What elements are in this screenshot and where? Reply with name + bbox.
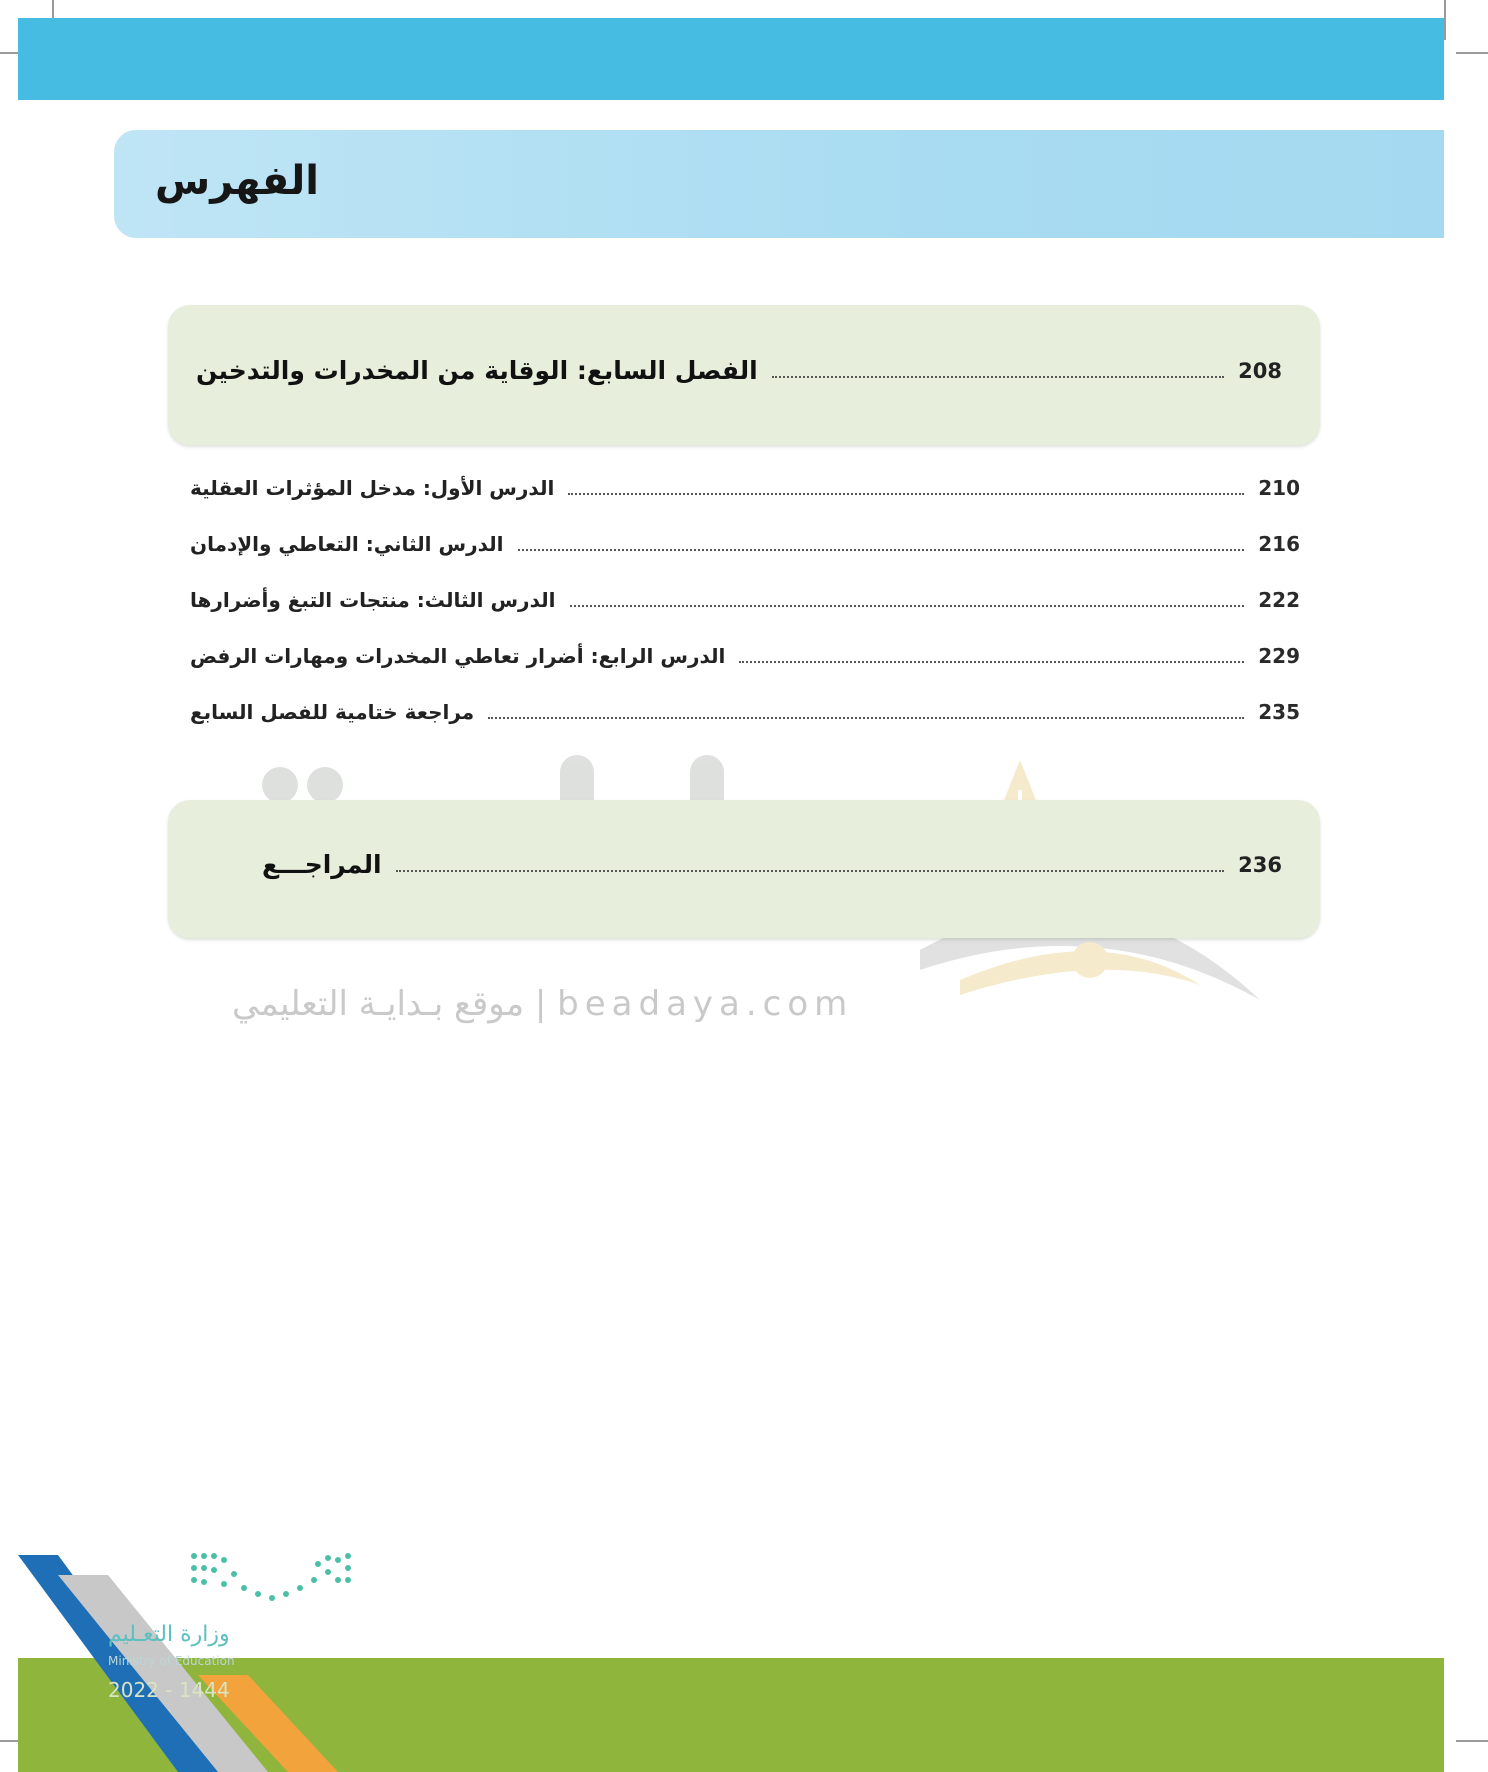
dot-leader	[488, 717, 1244, 719]
ministry-english: Ministry of Education	[108, 1654, 235, 1668]
dot-leader	[518, 549, 1245, 551]
dot-leader	[772, 376, 1224, 378]
dot-leader	[568, 493, 1244, 495]
toc-lesson-entry[interactable]	[190, 644, 1300, 668]
lesson-page-number: 222	[1258, 588, 1300, 612]
toc-lesson-entry[interactable]	[190, 532, 1300, 556]
references-page-number: 236	[1238, 852, 1282, 877]
lesson-title: الدرس الأول: مدخل المؤثرات العقلية	[190, 476, 555, 500]
lesson-page-number: 229	[1258, 644, 1300, 668]
toc-lesson-entry[interactable]	[190, 700, 1300, 724]
toc-chapter-entry[interactable]	[196, 356, 1282, 385]
watermark-caption: موقع بـدايـة التعليمي | beadaya.com	[232, 984, 854, 1024]
lesson-title: الدرس الثاني: التعاطي والإدمان	[190, 532, 504, 556]
page-title: الفهرس	[155, 158, 320, 204]
ministry-name: وزارة التعـليم	[108, 1622, 230, 1647]
dot-leader	[739, 661, 1244, 663]
chapter-page-number: 208	[1238, 358, 1282, 383]
lesson-page-number: 235	[1258, 700, 1300, 724]
lesson-page-number: 216	[1258, 532, 1300, 556]
chapter-title: الفصل السابع: الوقاية من المخدرات والتدخين	[196, 356, 758, 385]
ministry-logo-icon	[188, 1550, 358, 1610]
toc-lesson-entry[interactable]	[190, 476, 1300, 500]
top-color-band	[18, 18, 1444, 100]
dot-leader	[570, 605, 1245, 607]
crop-mark	[1456, 52, 1488, 54]
crop-mark	[1456, 1740, 1488, 1742]
toc-references-entry[interactable]	[262, 850, 1282, 879]
lesson-title: الدرس الثالث: منتجات التبغ وأضرارها	[190, 588, 556, 612]
lesson-page-number: 210	[1258, 476, 1300, 500]
references-title: المراجـــع	[262, 850, 382, 879]
toc-lesson-entry[interactable]	[190, 588, 1300, 612]
dot-leader	[396, 870, 1225, 872]
lesson-title: مراجعة ختامية للفصل السابع	[190, 700, 475, 724]
crop-mark	[1444, 0, 1446, 40]
edition-year: 2022 - 1444	[108, 1678, 230, 1702]
lesson-title: الدرس الرابع: أضرار تعاطي المخدرات ومهارات الرفض	[190, 644, 726, 668]
